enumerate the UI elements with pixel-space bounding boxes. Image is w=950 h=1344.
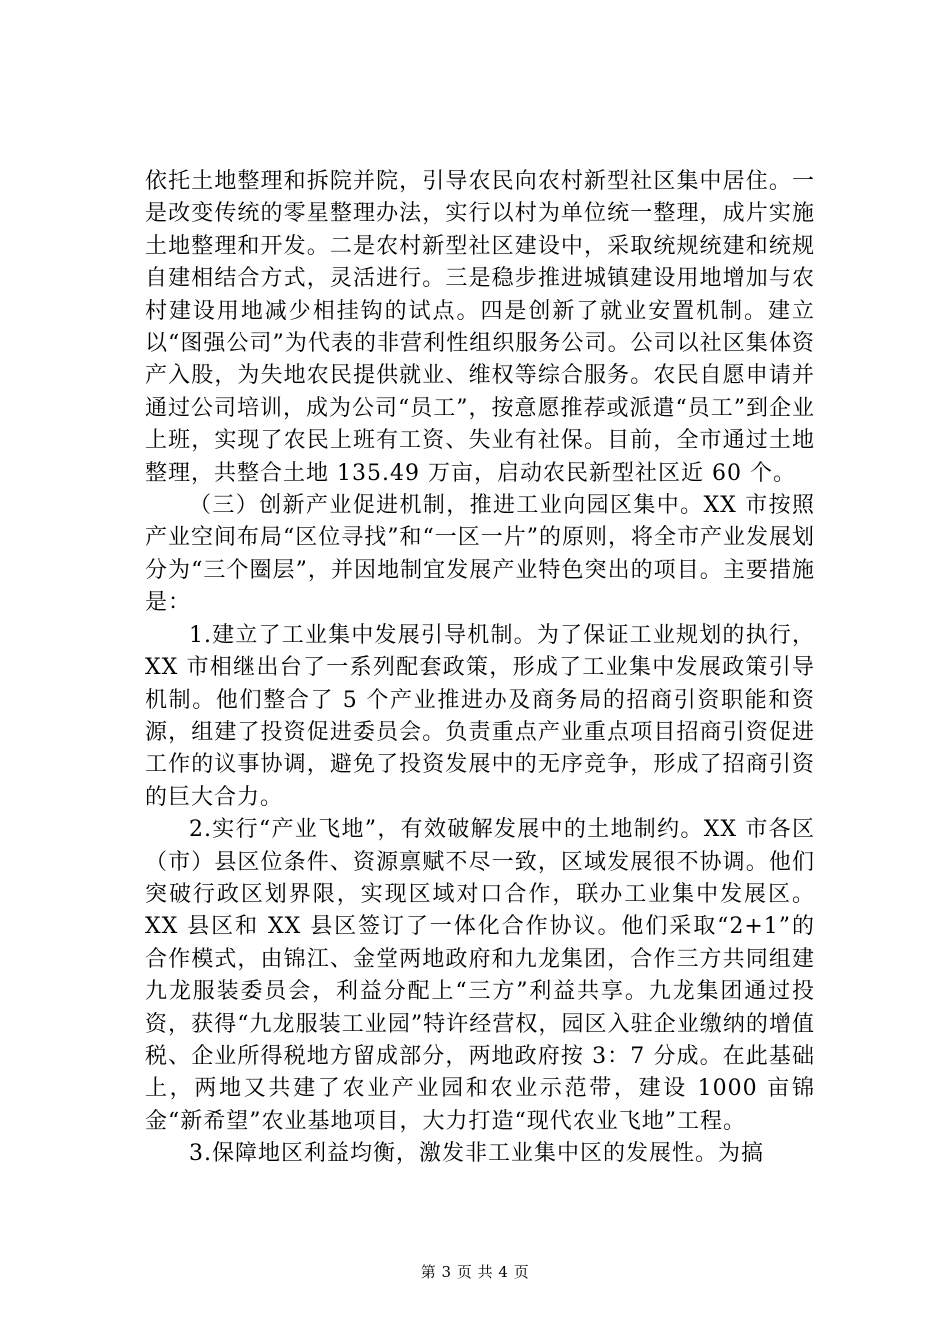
paragraph-land-consolidation: 依托土地整理和拆院并院，引导农民向农村新型社区集中居住。一是改变传统的零星整理办法，实行以村为单位统一整理，成片实施土地整理和开发。二是农村新型社区建设中，采取统规统建和统规自建相结合方式，灵活进行。三是稳步推进城镇建设用地增加与农村建设用地减少相挂钩的试点。四是创新了就业安置机制。建立以“图强公司”为代表的非营利性组织服务公司。公司以社区集体资产入股，为失地农民提供就业、维权等综合服务。农民自愿申请并通过公司培训，成为公司“员工”，按意愿推荐或派遣“员工”到企业上班，实现了农民上班有工资、失业有社保。目前，全市通过土地整理，共整合土地 135.49 万亩，启动农民新型社区近 60 个。	[145, 169, 815, 486]
paragraph-section-three-heading: （三）创新产业促进机制，推进工业向园区集中。XX 市按照产业空间布局“区位寻找”和“一区一片”的原则，将全市产业发展划分为“三个圈层”，并因地制宜发展产业特色突出的项目。主要措施是：	[145, 493, 815, 616]
document-body	[145, 166, 815, 1171]
page-footer: 第 3 页 共 4 页	[420, 1263, 530, 1281]
paragraph-item-2: 2.实行“产业飞地”，有效破解发展中的土地制约。XX 市各区（市）县区位条件、资源禀赋不尽一致，区域发展很不协调。他们突破行政区划界限，实现区域对口合作，联办工业集中发展区。XX 县区和 XX 县区签订了一体化合作协议。他们采取“2+1”的合作模式，由锦江、金堂两地政府和九龙集团，合作三方共同组建九龙服装委员会，利益分配上“三方”利益共享。九龙集团通过投资，获得“九龙服装工业园”特许经营权，园区入驻企业缴纳的增值税、企业所得税地方留成部分，两地政府按 3：7 分成。在此基础上，两地又共建了农业产业园和农业示范带，建设 1000 亩锦金“新希望”农业基地项目，大力打造“现代农业飞地”工程。	[145, 817, 815, 1134]
paragraph-item-1: 1.建立了工业集中发展引导机制。为了保证工业规划的执行，XX 市相继出台了一系列配套政策，形成了工业集中发展政策引导机制。他们整合了 5 个产业推进办及商务局的招商引资职能和资源，组建了投资促进委员会。负责重点产业重点项目招商引资促进工作的议事协调，避免了投资发展中的无序竞争，形成了招商引资的巨大合力。	[145, 622, 815, 810]
paragraph-item-3: 3.保障地区利益均衡，激发非工业集中区的发展性。为搞	[189, 1141, 764, 1167]
